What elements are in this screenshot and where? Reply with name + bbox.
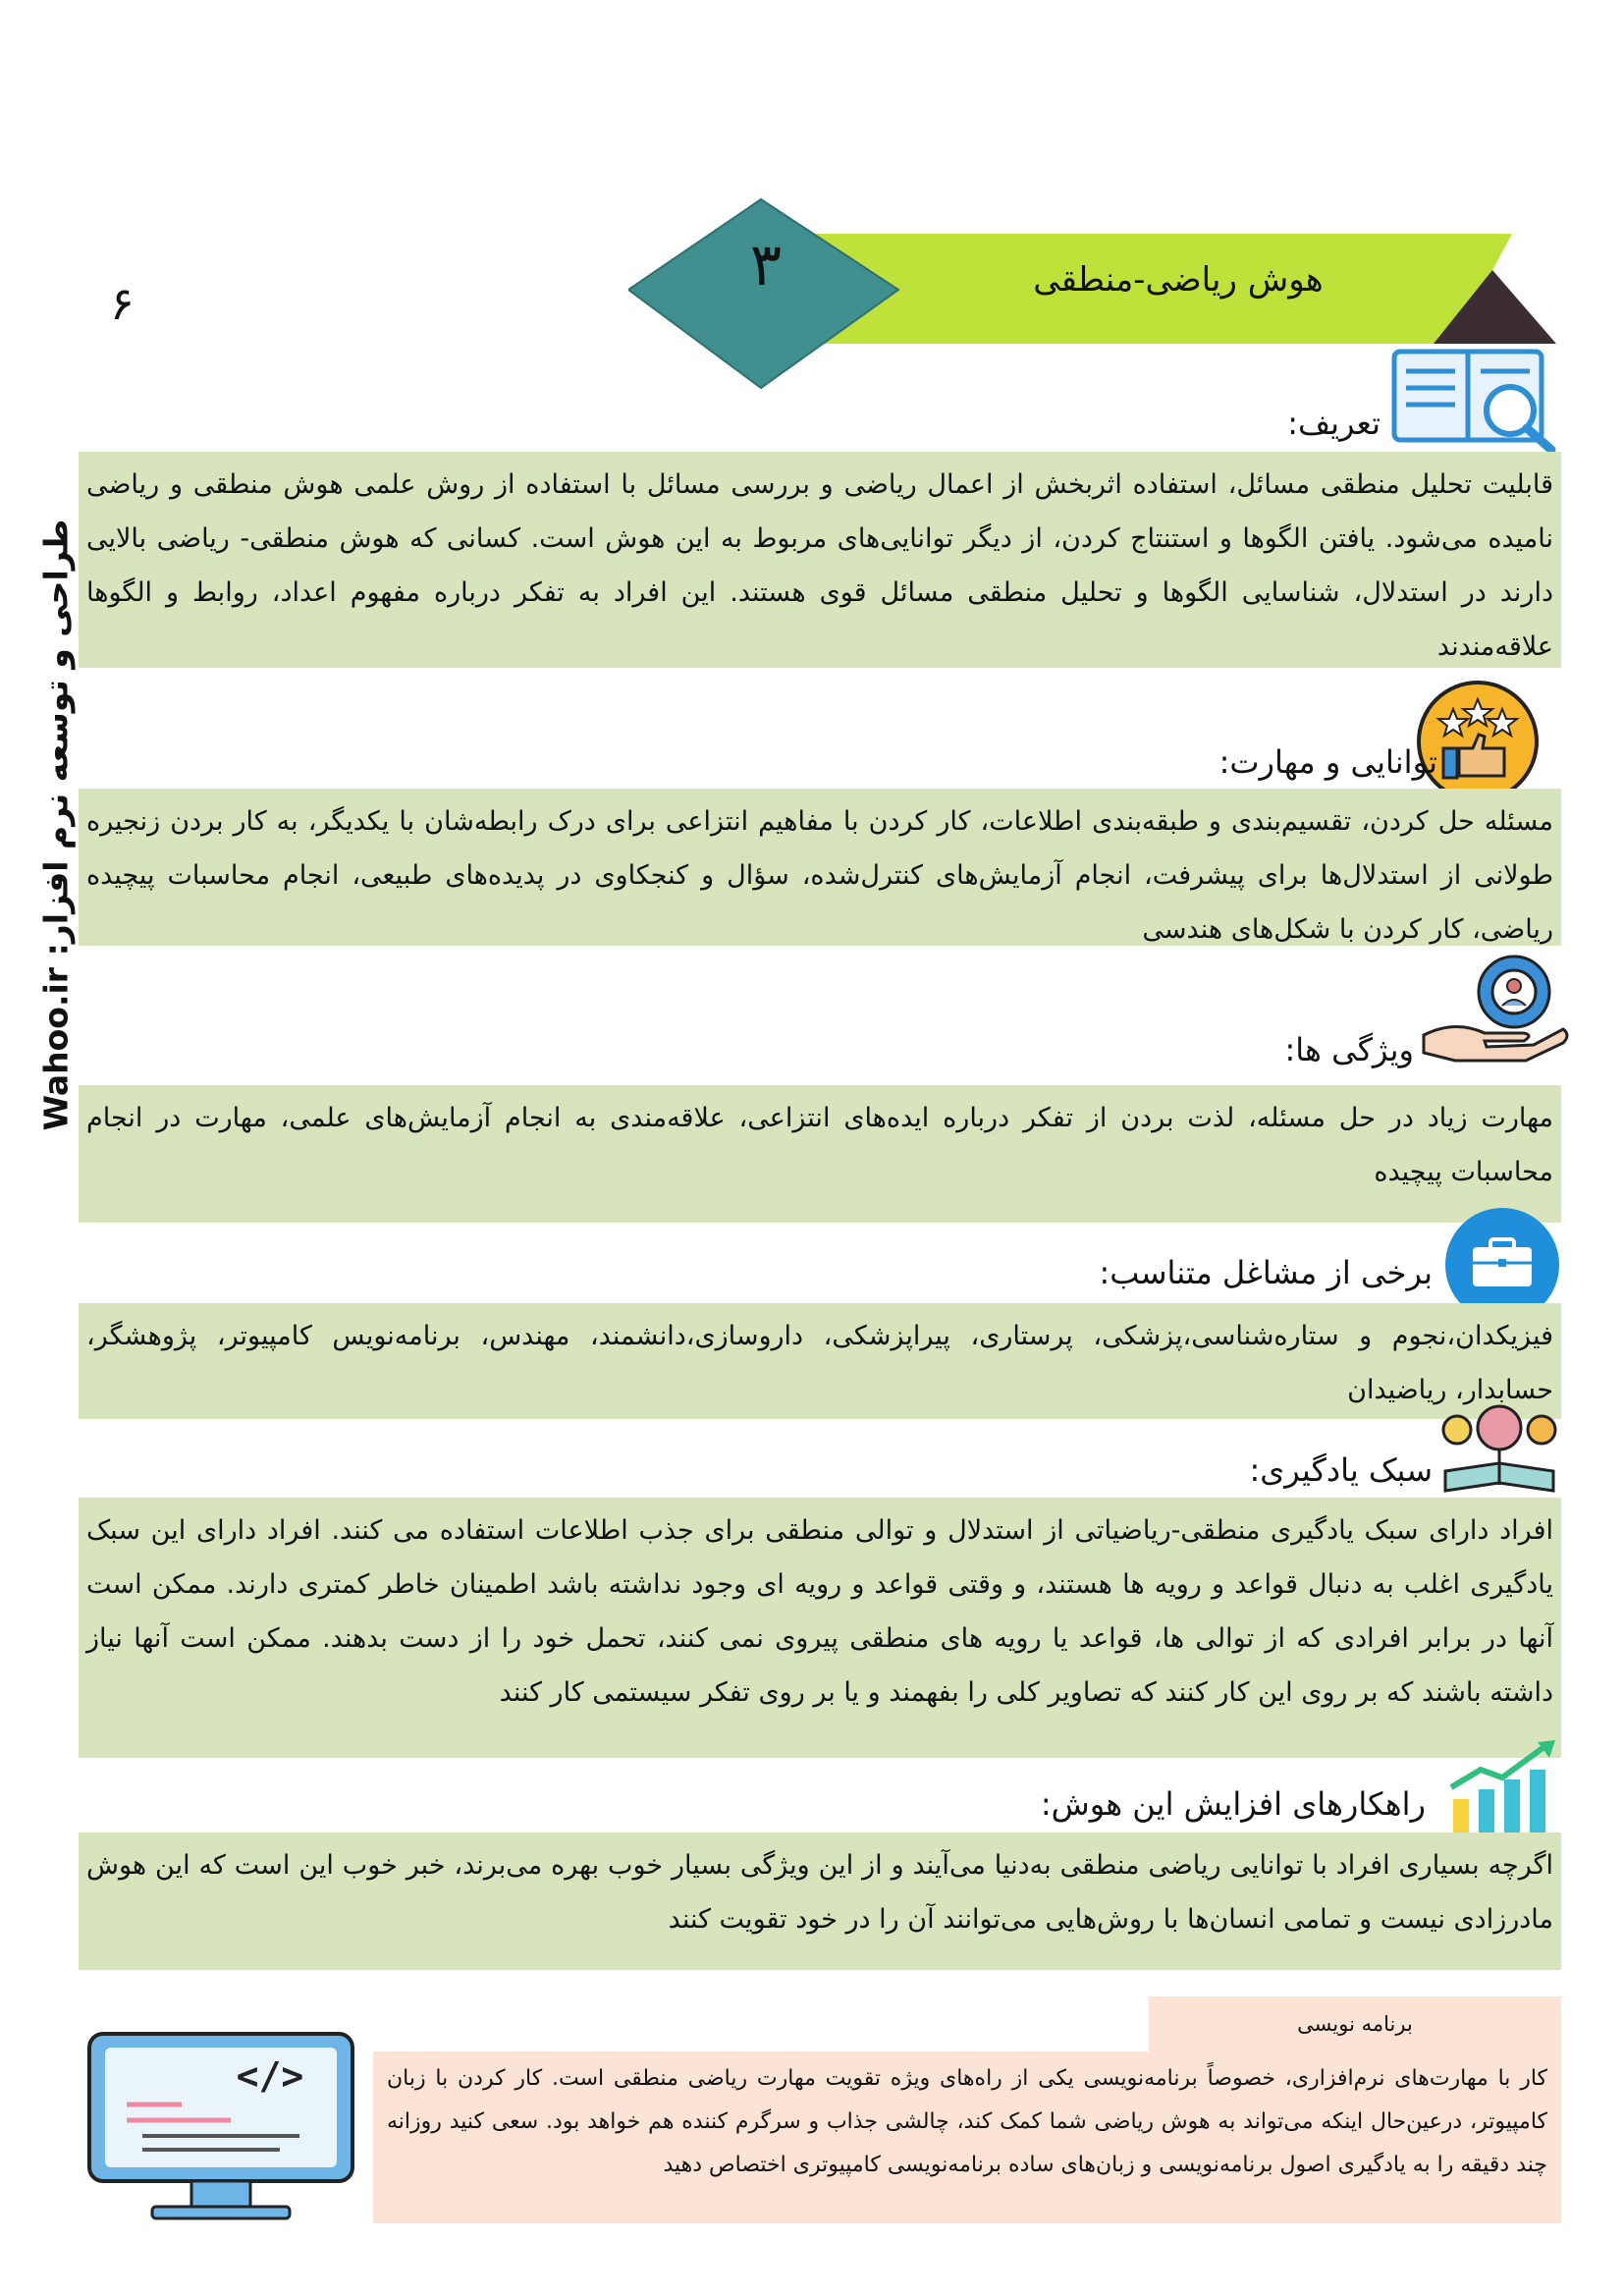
abilities-text: مسئله حل کردن، تقسیم‌بندی و طبقه‌بندی اطلاعات، کار کردن با مفاهیم انتزاعی برای درک رابطه‌شان با یکدیگر، به کار بردن زنجیره طولانی از استدلال‌ها برای پیشرفت، انجام آزمایش‌های کنترل‌شده، سؤال و کنجکاوی در پدیده‌های طبیعی، انجام محاسبات پیچیده ریاضی، کار کردن با شکل‌های هندسی [86,806,1553,945]
features-text: مهارت زیاد در حل مسئله، لذت بردن از تفکر درباره ایده‌های انتزاعی، علاقه‌مندی به انجام آزمایش‌های علمی، مهارت در انجام محاسبات پیچیده [86,1103,1553,1187]
page-number: ۶ [110,277,135,330]
features-heading: ویژگی ها: [1284,1031,1414,1068]
definition-text: قابلیت تحلیل منطقی مسائل، استفاده اثربخش از اعمال ریاضی و بررسی مسائل با استفاده از روش علمی هوش منطقی و ریاضی نامیده می‌شود. یافتن الگوها و استنتاج کردن، از دیگر توانایی‌های مربوط به این هوش است. کسانی که هوش منطقی- ریاضی بالایی دارند در استدلال، شناسایی الگوها و تحلیل منطقی مسائل قوی هستند. این افراد به تفکر درباره مفهوم اعداد، روابط و الگوها علاقه‌مندند [86,469,1553,662]
features-box [79,1085,1561,1223]
abilities-box [79,789,1561,946]
strategies-box [79,1832,1561,1970]
careers-heading: برخی از مشاغل متناسب: [1099,1254,1433,1291]
learning-style-box [79,1498,1561,1758]
careers-box [79,1303,1561,1419]
definition-box [79,452,1561,668]
book-magnifier-icon [1384,344,1561,457]
programming-text: کار با مهارت‌های نرم‌افزاری، خصوصاً برنامه‌نویسی یکی از راه‌های ویژه تقویت مهارت ریاضی منطقی است. کار کردن با زبان کامپیوتر، درعین‌حال اینکه می‌تواند به هوش ریاضی شما کمک کند، چالشی جذاب و سرگرم کننده هم خواهد بود. سعی کنید روزانه چند دقیقه را به یادگیری اصول برنامه‌نویسی و زبان‌های ساده برنامه‌نویسی کامپیوتری اختصاص دهید [387,2066,1547,2177]
thumbs-up-stars-icon [1414,678,1542,805]
abilities-heading: توانایی و مهارت: [1218,743,1437,781]
chapter-title: هوش ریاضی-منطقی [1033,260,1324,300]
definition-heading: تعریف: [1287,405,1380,442]
learning-style-heading: سبک یادگیری: [1249,1451,1433,1489]
code-symbol: </> [236,2054,304,2098]
chapter-number: ۳ [749,231,783,300]
brain-book-icon [1435,1402,1563,1501]
computer-code-icon [83,2028,358,2224]
gear-hand-person-icon [1416,951,1573,1068]
side-watermark-text: طراحی و توسعه نرم افزار: Wahoo.ir [36,519,76,1131]
growth-chart-icon [1443,1740,1561,1838]
strategies-heading: راهکارهای افزایش این هوش: [1040,1785,1426,1823]
learning-style-text: افراد دارای سبک یادگیری منطقی-ریاضیاتی از استدلال و توالی منطقی برای جذب اطلاعات استفاده می کنند. افراد دارای این سبک یادگیری اغلب به دنبال قواعد و رویه ها هستند، و وقتی قواعد و رویه ای وجود نداشته باشد اطمینان خاطر کمتری دارند. ممکن است آنها در برابر افرادی که از توالی ها، قواعد یا رویه های منطقی پیروی نمی کنند، تحمل خود را از دست بدهند. ممکن است آنها نیاز داشته باشند که بر روی این کار کنند که تصاویر کلی را بفهمند و یا بر روی تفکر سیستمی کار کنند [86,1515,1553,1708]
strategies-text: اگرچه بسیاری افراد با توانایی ریاضی منطقی به‌دنیا می‌آیند و از این ویژگی بسیار خوب بهره می‌برند، خبر خوب این است که این هوش مادرزادی نیست و تمامی انسان‌ها با روش‌هایی می‌توانند آن را در خود تقویت کنند [86,1850,1553,1935]
programming-box [373,2051,1561,2223]
programming-title: برنامه نویسی [1149,1996,1561,2051]
careers-text: فیزیکدان،نجوم و ستاره‌شناسی،پزشکی، پرستاری، پیراپزشکی، داروسازی،دانشمند، مهندس، برنامه‌نویس کامپیوتر، پژوهشگر، حسابدار، ریاضیدان [86,1321,1553,1405]
